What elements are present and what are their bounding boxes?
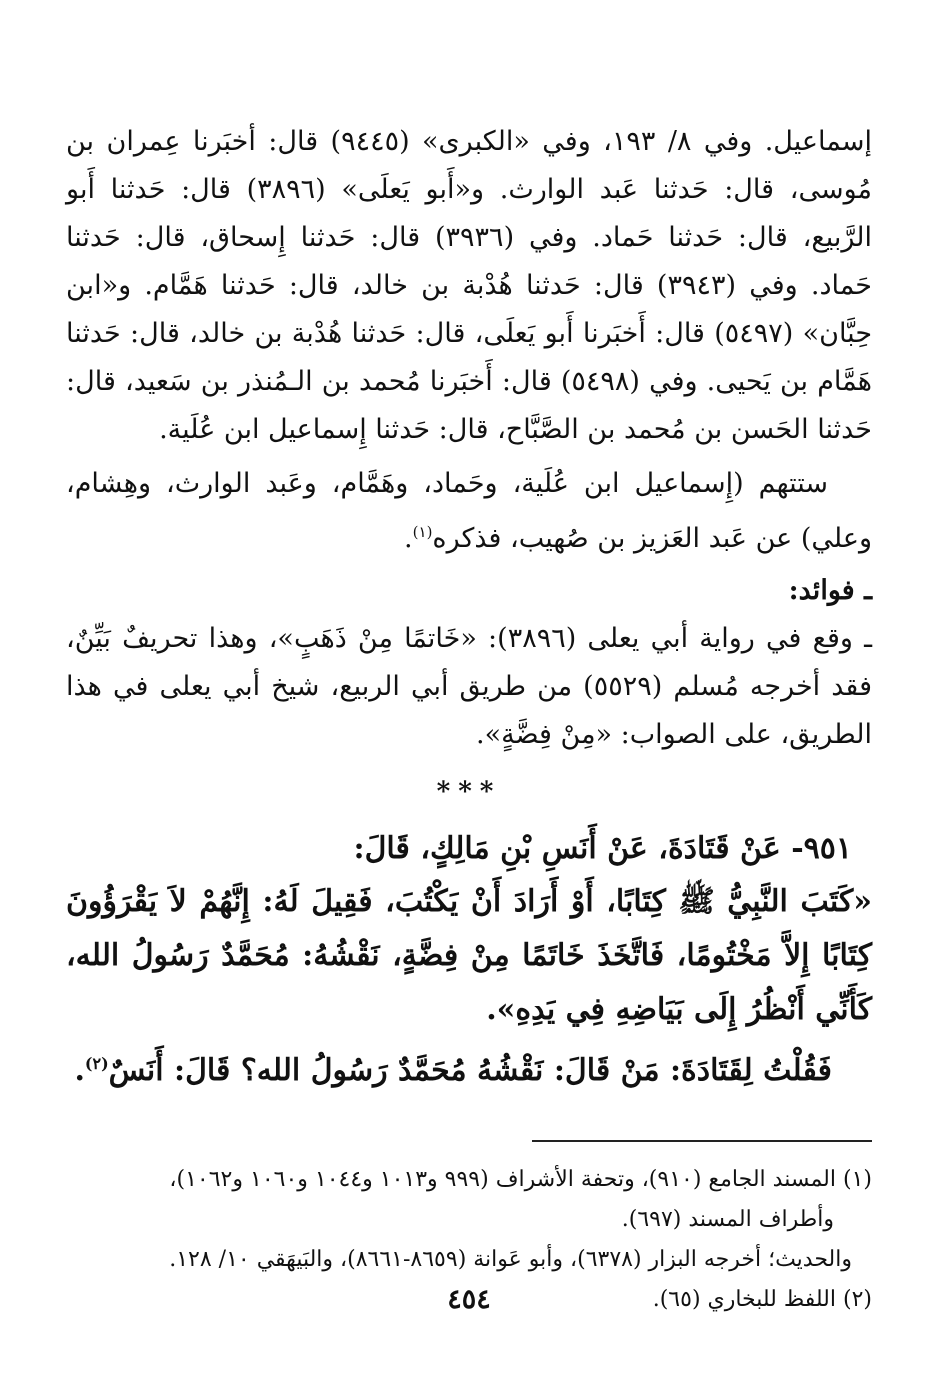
summary-end: . xyxy=(404,523,413,554)
footnote-1-continuation: وأطراف المسند (٦٩٧). xyxy=(621,1207,834,1232)
footnote-ref-1[interactable]: (١) xyxy=(412,523,433,541)
footnote-ref-2[interactable]: (٢) xyxy=(84,1054,109,1073)
footnote-1: (١) المسند الجامع (٩١٠)، وتحفة الأشراف (٩٩٩ و١٠١٣ و١٠٤٤ و١٠٦٠ و١٠٦٢)، xyxy=(169,1167,872,1192)
footnote-divider xyxy=(532,1140,872,1142)
page-number: ٤٥٤ xyxy=(447,1284,491,1315)
hadith-closing-end: . xyxy=(74,1053,85,1088)
body-paragraph: إسماعيل. وفي ٨/ ١٩٣، وفي «الكبرى» (٩٤٤٥) قال: أخبَرنا عِمران بن مُوسى، قال: حَدثنا عَبد الوارث. و«أَبو يَعلَى» (٣٨٩٦) قال: حَدثنا أَبو الرَّبيع، قال: حَدثنا حَماد. وفي (٣٩٣٦) قال: حَدثنا إِسحاق، قال: حَدثنا حَماد. وفي (٣٩٤٣) قال: حَدثنا هُدْبة بن خالد، قال: حَدثنا هَمَّام. و«ابن حِبَّان» (٥٤٩٧) قال: أَخبَرنا أَبو يَعلَى، قال: حَدثنا هُدْبة بن خالد، قال: حَدثنا هَمَّام بن يَحيى. وفي (٥٤٩٨) قال: أَخبَرنا مُحمد بن الـمُنذر بن سَعيد، قال: حَدثنا الحَسن بن مُحمد بن الصَّبَّاح، قال: حَدثنا إِسماعيل ابن عُلَية. xyxy=(66,126,873,445)
hadith-heading: ٩٥١- عَنْ قَتَادَةَ، عَنْ أَنَسِ بْنِ مَالِكٍ، قَالَ: xyxy=(353,831,852,866)
page-content xyxy=(66,118,872,1320)
footnote-2: (٢) اللفظ للبخاري (٦٥). xyxy=(652,1287,872,1312)
fawaid-heading: ـ فوائد: xyxy=(788,575,872,606)
fawaid-note: ـ وقع في رواية أبي يعلى (٣٨٩٦): «خَاتمًا مِنْ ذَهَبٍ»، وهذا تحريفٌ بَيِّنٌ، فقد أخرجه مُسلم (٥٥٢٩) من طريق أبي الربيع، شيخ أبي يعلى في هذا الطريق، على الصواب: «مِنْ فِضَّةٍ». xyxy=(66,623,872,750)
body-paragraph-summary xyxy=(66,460,872,563)
summary-text: ستتهم (إِسماعيل ابن عُلَية، وحَماد، وهَمَّام، وعَبد الوارث، وهِشام، وعلي) عن عَبد العَزيز بن صُهيب، فذكره xyxy=(66,468,872,554)
footnote-1-extra: والحديث؛ أخرجه البزار (٦٣٧٨)، وأبو عَوانة (٨٦٥٩-٨٦٦١)، والبَيهَقي ١٠/ ١٢٨. xyxy=(169,1247,852,1272)
hadith-closing-line xyxy=(66,1037,872,1098)
hadith-closing-text: فَقُلْتُ لِقَتَادَةَ: مَنْ قَالَ: نَقْشُهُ مُحَمَّدٌ رَسُولُ الله؟ قَالَ: أَنَسٌ xyxy=(108,1053,832,1088)
section-separator: *** xyxy=(436,777,502,807)
hadith-text: «كَتَبَ النَّبِيُّ ﷺ كِتَابًا، أَوْ أَرَادَ أَنْ يَكْتُبَ، فَقِيلَ لَهُ: إِنَّهُمْ لاَ يَقْرَؤُونَ كِتَابًا إِلاَّ مَخْتُومًا، فَاتَّخَذَ خَاتَمًا مِنْ فِضَّةٍ، نَقْشُهُ: مُحَمَّدٌ رَسُولُ الله، كَأَنِّي أَنْظُرُ إِلَى بَيَاضِهِ فِي يَدِهِ». xyxy=(66,884,872,1027)
